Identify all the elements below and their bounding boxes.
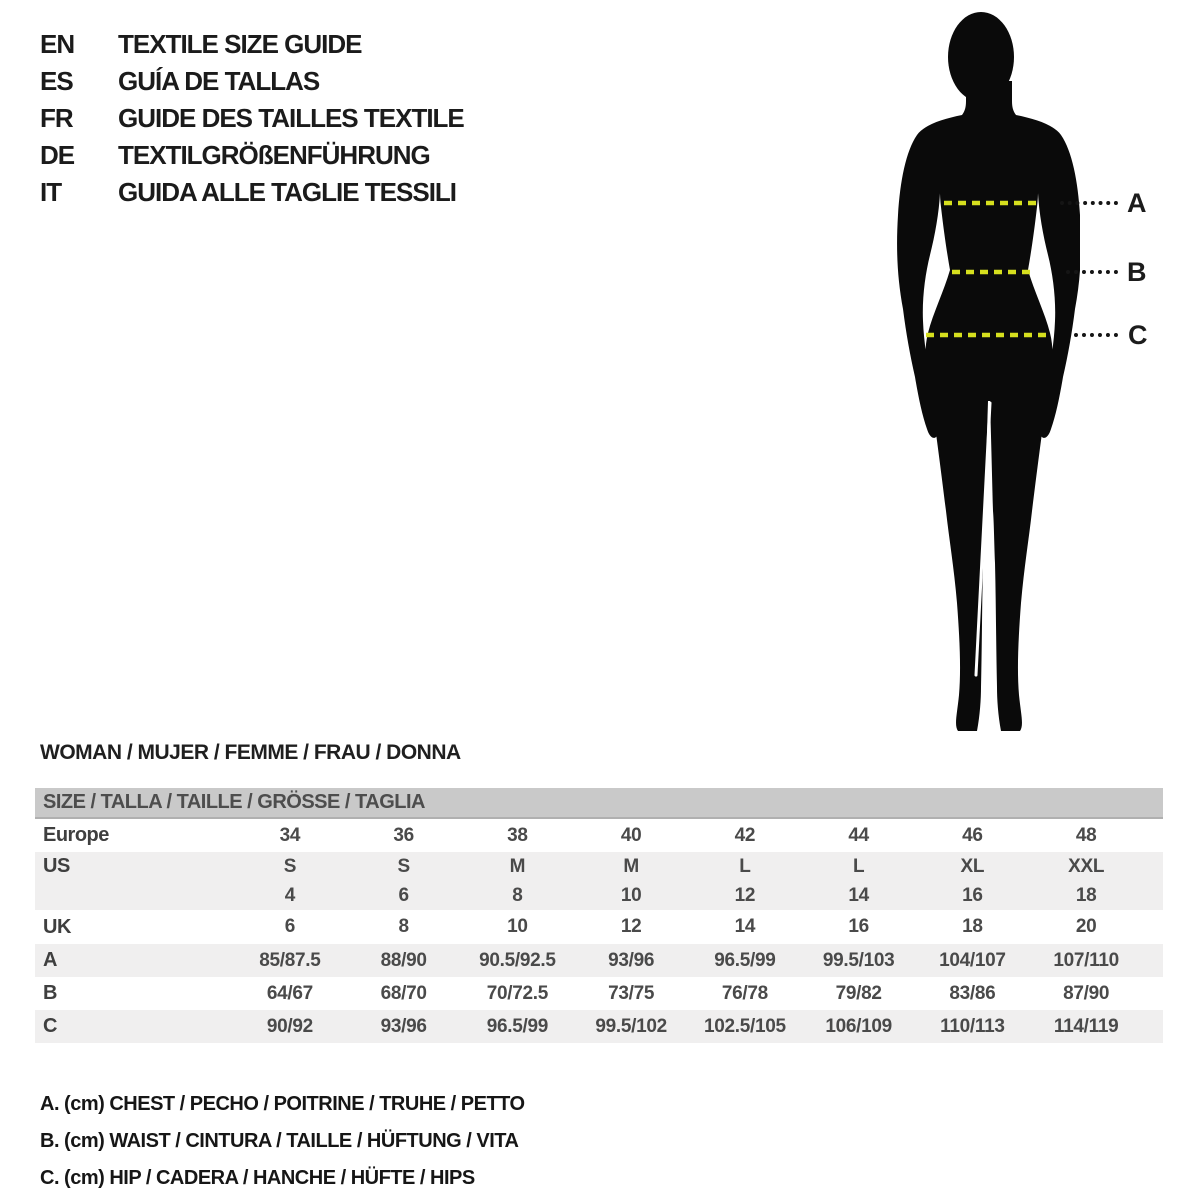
table-cell: XXL [1068, 855, 1105, 877]
table-row-hip [35, 1010, 1163, 1043]
table-cell: 70/72.5 [486, 982, 549, 1004]
table-cell: 85/87.5 [259, 949, 321, 971]
hip-connector-line [1074, 333, 1118, 337]
table-cell: 38 [507, 824, 528, 846]
table-cell: 40 [620, 824, 642, 846]
table-cell: 107/110 [1053, 949, 1119, 971]
language-title: GUIDA ALLE TAGLIE TESSILI [118, 177, 457, 207]
table-cell: XL [960, 855, 985, 877]
table-cell: 93/96 [380, 1015, 427, 1037]
table-row-us-numbers [35, 881, 1163, 910]
language-title: TEXTILGRÖßENFÜHRUNG [118, 140, 430, 170]
legend-line-hip: C. (cm) HIP / CADERA / HANCHE / HÜFTE / HIPS [40, 1167, 475, 1189]
table-row-chest [35, 944, 1163, 977]
size-table-header: SIZE / TALLA / TAILLE / GRÖSSE / TAGLIA [35, 788, 1163, 819]
table-cell: 104/107 [939, 949, 1006, 971]
row-label: C [43, 1015, 57, 1037]
table-cell: 18 [962, 916, 983, 937]
measure-label-a: A [1127, 188, 1147, 218]
language-code: IT [40, 177, 62, 207]
language-row-it [40, 174, 464, 211]
language-code: DE [40, 140, 75, 170]
table-cell: 83/86 [949, 982, 996, 1004]
table-cell: 14 [848, 884, 869, 906]
table-cell: 90.5/92.5 [479, 949, 556, 971]
language-code: EN [40, 29, 75, 59]
language-code: ES [40, 66, 73, 96]
table-cell: 16 [848, 916, 869, 937]
legend-line-waist: B. (cm) WAIST / CINTURA / TAILLE / HÜFTUNG / VITA [40, 1130, 519, 1152]
table-cell: 114/119 [1053, 1015, 1119, 1037]
table-cell: 110/113 [940, 1015, 1005, 1037]
table-cell: 20 [1075, 916, 1097, 937]
table-cell: 73/75 [608, 982, 655, 1004]
table-cell: 99.5/102 [595, 1015, 667, 1037]
table-cell: 16 [962, 884, 983, 906]
table-cell: S [283, 855, 297, 877]
chest-connector-line [1060, 201, 1118, 205]
table-cell: 34 [279, 824, 301, 846]
table-cell: 76/78 [721, 982, 768, 1004]
table-cell: S [397, 855, 410, 877]
table-cell: 42 [734, 824, 756, 846]
table-cell: 10 [620, 884, 642, 906]
language-code: FR [40, 103, 73, 133]
table-cell: 10 [507, 916, 528, 937]
size-table [35, 788, 1163, 1043]
language-row-es [40, 63, 464, 100]
table-cell: 96.5/99 [486, 1015, 549, 1037]
measure-legend [40, 1086, 525, 1197]
table-cell: 79/82 [835, 982, 882, 1004]
table-cell: 12 [734, 884, 756, 906]
table-cell: 87/90 [1063, 982, 1110, 1004]
table-cell: 4 [284, 884, 296, 906]
table-cell: 6 [284, 916, 296, 937]
table-cell: 46 [962, 824, 983, 846]
woman-silhouette-image [880, 3, 1080, 745]
table-cell: 36 [393, 824, 414, 846]
table-cell: 88/90 [380, 949, 427, 971]
table-cell: 68/70 [380, 982, 427, 1004]
table-cell: 93/96 [608, 949, 655, 971]
table-cell: 6 [398, 884, 409, 906]
row-label: UK [43, 915, 71, 938]
row-label: Europe [43, 824, 109, 846]
table-cell: M [623, 855, 639, 877]
table-row-us-letters [35, 852, 1163, 881]
language-title: TEXTILE SIZE GUIDE [118, 29, 362, 59]
table-cell: L [852, 855, 865, 877]
table-cell: 44 [848, 824, 869, 846]
table-cell: 90/92 [266, 1015, 313, 1037]
language-row-fr [40, 100, 464, 137]
table-cell: M [509, 855, 526, 877]
language-title: GUIDE DES TAILLES TEXTILE [118, 103, 464, 133]
table-row-europe [35, 819, 1163, 852]
row-label: US [43, 855, 70, 877]
table-cell: 106/109 [825, 1015, 892, 1037]
table-cell: 96.5/99 [714, 949, 776, 971]
table-cell: 8 [512, 884, 523, 906]
table-cell: 12 [620, 916, 642, 937]
table-cell: L [739, 855, 751, 877]
language-title-list [40, 26, 464, 211]
table-cell: 18 [1075, 884, 1097, 906]
section-title-woman: WOMAN / MUJER / FEMME / FRAU / DONNA [40, 741, 461, 764]
language-title: GUÍA DE TALLAS [118, 66, 320, 96]
language-row-en [40, 26, 464, 63]
table-cell: 14 [734, 916, 756, 937]
legend-line-chest: A. (cm) CHEST / PECHO / POITRINE / TRUHE / PETTO [40, 1093, 525, 1115]
table-row-uk [35, 910, 1163, 944]
waist-connector-line [1066, 270, 1118, 274]
table-cell: 99.5/103 [822, 949, 895, 971]
table-cell: 102.5/105 [703, 1015, 786, 1037]
table-cell: 64/67 [266, 982, 313, 1004]
table-row-waist [35, 977, 1163, 1010]
measure-label-c: C [1128, 320, 1148, 350]
table-cell: 48 [1075, 824, 1097, 846]
language-row-de [40, 137, 464, 174]
row-label: A [43, 949, 57, 971]
table-cell: 8 [398, 916, 409, 937]
measure-label-b: B [1127, 257, 1147, 287]
row-label: B [43, 982, 57, 1004]
